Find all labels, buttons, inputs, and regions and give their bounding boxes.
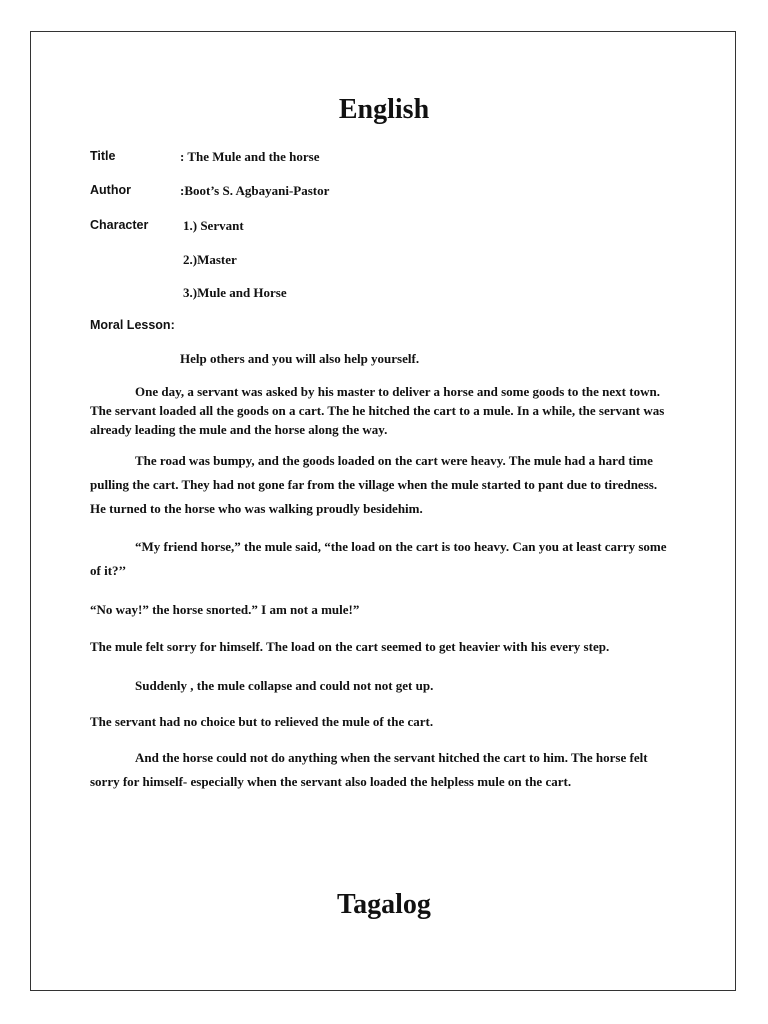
story-paragraph: Suddenly , the mule collapse and could not not get up. <box>135 678 434 693</box>
author-label: Author <box>90 183 131 197</box>
story-paragraph: And the horse could not do anything when the servant hitched the cart to him. The horse felt sorry for himself- especially when the servant also loaded the helpless mule on the cart. <box>90 750 648 789</box>
story-paragraph: “My friend horse,” the mule said, “the load on the cart is too heavy. Can you at least carry some of it?’’ <box>90 539 667 578</box>
title-label: Title <box>90 149 116 163</box>
character-item: 3.)Mule and Horse <box>183 285 287 300</box>
character-item: 1.) Servant <box>183 218 244 233</box>
heading-tagalog: Tagalog <box>337 889 431 920</box>
moral-value: Help others and you will also help yourself. <box>180 351 420 366</box>
heading-english: English <box>338 94 430 125</box>
author-value: :Boot’s S. Agbayani-Pastor <box>180 183 330 198</box>
story-paragraph: The mule felt sorry for himself. The load on the cart seemed to get heavier with his every step. <box>90 639 610 654</box>
title-value: : The Mule and the horse <box>180 149 320 164</box>
story-paragraph: The road was bumpy, and the goods loaded on the cart were heavy. The mule had a hard time pulling the cart. They had not gone far from the village when the mule started to pant due to tiredness. He turned to the horse who was walking proudly besidehim. <box>90 453 658 516</box>
story-paragraph: One day, a servant was asked by his master to deliver a horse and some goods to the next town. The servant loaded all the goods on a cart. The he hitched the cart to a mule. In a while, the servant was already leading the mule and the horse along the way. <box>90 384 665 437</box>
story-paragraph: The servant had no choice but to relieved the mule of the cart. <box>90 714 434 729</box>
moral-label: Moral Lesson: <box>90 318 175 332</box>
character-label: Character <box>90 218 149 232</box>
story-paragraph: “No way!” the horse snorted.” I am not a mule!” <box>90 602 360 617</box>
character-item: 2.)Master <box>183 252 237 267</box>
